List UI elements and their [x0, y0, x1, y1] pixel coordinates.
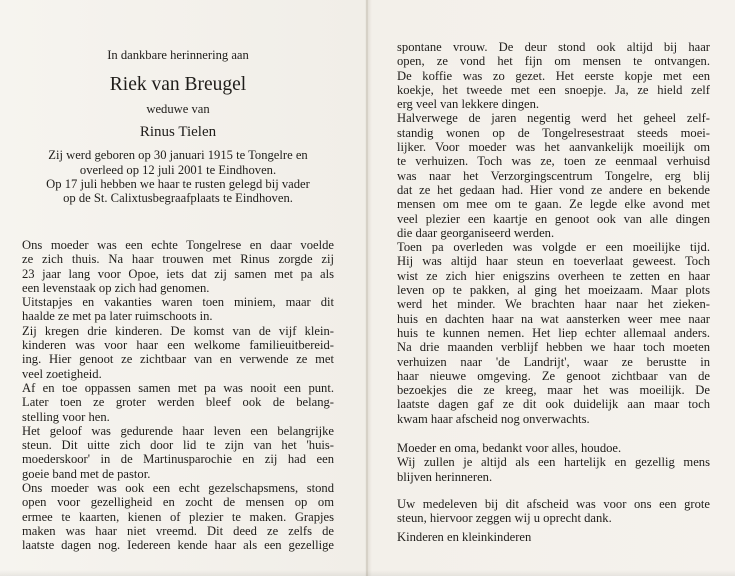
- text-line: ermee te kaarten, kienen of plezier te maken. Grapjes: [22, 509, 334, 524]
- text-line: De koffie was zo gezet. Het eerste kopje met een: [397, 68, 710, 83]
- text-line: Uitstapjes en vakanties waren toen miniem, maar dit: [22, 295, 334, 310]
- husband-name: Rinus Tielen: [139, 124, 217, 141]
- text-line: kinderen was voor haar een welkome familieuitbereid-: [22, 338, 334, 353]
- text-line: standig wonen op de Tongelresestraat steeds moei-: [397, 125, 710, 140]
- paragraph: [22, 238, 334, 553]
- text-line: een levenstaak op zich had genomen.: [22, 280, 210, 295]
- card-fold: [366, 0, 368, 576]
- text-line: laatste dagen gaf ze dit ook duidelijk aan maar toch: [397, 397, 710, 412]
- text-line: Halverwege de jaren negentig werd het geheel zelf-: [397, 111, 710, 126]
- text-line: Zij kregen drie kinderen. De komst van de vijf klein-: [22, 323, 334, 338]
- text-line: Moeder en oma, bedankt voor alles, houdoe.: [397, 441, 622, 455]
- life-line: Op 17 juli hebben we haar te rusten gelegd bij vader: [46, 176, 310, 191]
- text-line: steun. Dit uitte zich door lid te zijn van het 'huis-: [22, 438, 334, 453]
- text-line: Af en toe oppassen samen met pa was nooit een punt.: [22, 380, 334, 395]
- text-line: Ons moeder was ook een echt gezelschapsmens, stond: [22, 481, 334, 496]
- text-line: Kinderen en kleinkinderen: [397, 530, 532, 544]
- text-line: huis te kunnen nemen. Het liep echter allemaal anders.: [397, 325, 710, 340]
- text-line: mensen om mee om te gaan. Ze legde elke avond met: [397, 197, 710, 212]
- text-line: blijven herinneren.: [397, 469, 493, 484]
- text-line: Later toen ze groter werden bleef ook de belang-: [22, 395, 334, 410]
- text-line: open, ze vond het fijn om mensen te ontvangen.: [397, 54, 710, 69]
- text-line: dat ze het gedaan had. Hier vond ze andere en bekende: [397, 182, 710, 197]
- text-line: stelling voor hen.: [22, 409, 110, 424]
- text-line: spontane vrouw. De deur stond ook altijd bij haar: [397, 40, 710, 54]
- text-line: Uw medeleven bij dit afscheid was voor ons een grote: [397, 497, 710, 511]
- text-line: maken was haar niet vreemd. Dit deed ze zelfs de: [22, 523, 334, 538]
- right-page: [397, 0, 710, 576]
- text-line: wist ze zich hier enigszins overheen te zetten en haar: [397, 268, 710, 283]
- deceased-name: Riek van Breugel: [109, 74, 247, 95]
- text-line: haar nieuwe omgeving. Ze genoot zichtbaar van de: [397, 368, 710, 383]
- text-line: koekje, het tweede met een snoepje. Ja, ze hield zelf: [397, 82, 710, 97]
- text-line: Het geloof was gedurende haar leven een belangrijke: [22, 423, 334, 438]
- text-line: steun, hiervoor zeggen wij u oprecht dank.: [397, 511, 612, 526]
- life-line: Zij werd geboren op 30 januari 1915 te Tongelre en: [48, 148, 308, 163]
- text-line: verhuizen naar 'de Landrijt', waar ze berustte in: [397, 354, 710, 369]
- life-dates: [22, 148, 334, 205]
- paragraph: [397, 441, 710, 484]
- text-line: Toen pa overleden was volgde er een moeilijke tijd.: [397, 240, 710, 255]
- text-line: veel zoetigheid.: [22, 366, 102, 381]
- signature-line: [397, 530, 710, 544]
- text-line: moederskoor' in de Martinusparochie en zij had een: [22, 452, 334, 467]
- text-line: goeie band met de pastor.: [22, 466, 151, 481]
- text-line: veel plezier een kaartje en genoot ook van alle dingen: [397, 211, 710, 226]
- life-line: overleed op 12 juli 2001 te Eindhoven.: [79, 162, 277, 177]
- text-line: ing. Hier genoot ze zichtbaar van en verwende ze met: [22, 352, 334, 367]
- text-line: ze zich thuis. Na haar trouwen met Rinus zorgde zij: [22, 252, 334, 267]
- text-line: werd het minder. We brachten haar naar het zieken-: [397, 297, 710, 312]
- paragraph: [397, 40, 710, 426]
- text-line: erg veel van lekkere dingen.: [397, 97, 540, 112]
- widow-of-label: weduwe van: [146, 102, 210, 116]
- paper-shadow: [0, 570, 735, 576]
- text-line: Hij was altijd haar steun en toeverlaat geweest. Toch: [397, 254, 710, 269]
- memory-heading: In dankbare herinnering aan: [107, 48, 249, 62]
- text-line: huis en dachten haar na wat aansterken weer mee naar: [397, 311, 710, 326]
- paragraph: [397, 497, 710, 526]
- text-line: open voor gezelligheid en zocht de mensen op om: [22, 495, 334, 510]
- text-line: was naar het Verzorgingscentrum Tongelre, erg blij: [397, 168, 710, 183]
- left-page: [22, 0, 334, 576]
- text-line: 23 jaar lang voor Opoe, iets dat zij samen met pa als: [22, 266, 334, 281]
- intro-block: [22, 48, 334, 205]
- text-line: leven op te pakken, al ging het moeizaam. Maar plots: [397, 283, 710, 298]
- text-line: Ons moeder was een echte Tongelrese en daar voelde: [22, 238, 334, 252]
- text-line: haalde ze met pa later ruimschoots in.: [22, 309, 213, 324]
- text-line: kwam haar afscheid nog onverwachts.: [397, 411, 590, 426]
- text-line: laatste dagen nog. Iedereen kende haar als een gezellige: [22, 538, 334, 553]
- text-line: te verhuizen. Toch was ze, toen ze eenmaal verhuisd: [397, 154, 710, 169]
- text-line: lijker. Voor moeder was het aanvankelijk moeilijk om: [397, 140, 710, 155]
- text-line: bezoekjes die ze kreeg, maar het was moeilijk. De: [397, 383, 710, 398]
- life-line: op de St. Calixtusbegraafplaats te Eindhoven.: [63, 191, 293, 206]
- text-line: die daar georganiseerd werden.: [397, 225, 555, 240]
- text-line: Wij zullen je altijd als een hartelijk en gezellig mens: [397, 455, 710, 470]
- text-line: Na drie maanden verblijf hebben we haar toch moeten: [397, 340, 710, 355]
